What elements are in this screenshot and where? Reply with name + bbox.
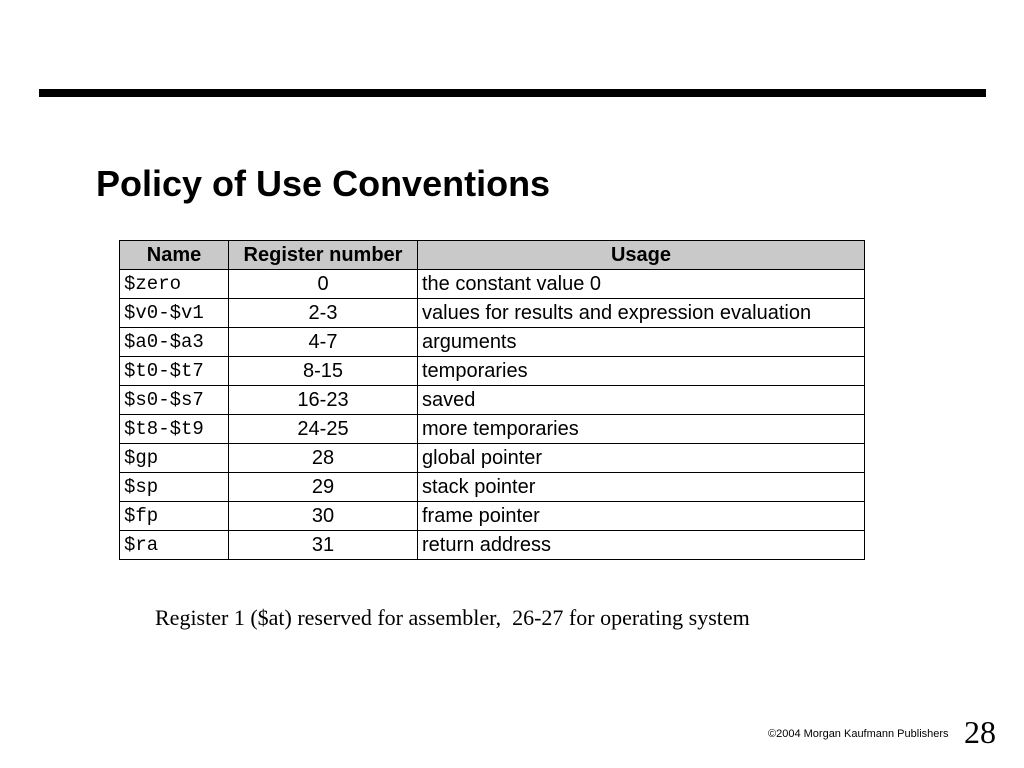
table-row (120, 502, 865, 531)
table-row (120, 328, 865, 357)
register-name: $t8-$t9 (120, 415, 229, 444)
table-row (120, 444, 865, 473)
register-usage: values for results and expression evaluation (418, 299, 865, 328)
table-header-row (120, 241, 865, 270)
register-number: 28 (229, 444, 418, 473)
register-usage: stack pointer (418, 473, 865, 502)
copyright-text: ©2004 Morgan Kaufmann Publishers (768, 728, 949, 740)
register-number: 30 (229, 502, 418, 531)
table-row (120, 299, 865, 328)
register-number: 16-23 (229, 386, 418, 415)
register-name: $v0-$v1 (120, 299, 229, 328)
register-number: 24-25 (229, 415, 418, 444)
register-usage: frame pointer (418, 502, 865, 531)
table-row (120, 415, 865, 444)
register-number: 0 (229, 270, 418, 299)
header-name: Name (120, 241, 229, 270)
register-name: $a0-$a3 (120, 328, 229, 357)
register-name: $t0-$t7 (120, 357, 229, 386)
register-name: $ra (120, 531, 229, 560)
register-usage: the constant value 0 (418, 270, 865, 299)
table-row (120, 270, 865, 299)
register-usage: arguments (418, 328, 865, 357)
register-usage: return address (418, 531, 865, 560)
header-usage: Usage (418, 241, 865, 270)
register-name: $gp (120, 444, 229, 473)
register-name: $zero (120, 270, 229, 299)
register-usage: more temporaries (418, 415, 865, 444)
register-usage: global pointer (418, 444, 865, 473)
table-row (120, 357, 865, 386)
slide-title: Policy of Use Conventions (96, 163, 551, 204)
footnote-text: Register 1 ($at) reserved for assembler, 26-27 for operating system (155, 605, 750, 630)
register-number: 29 (229, 473, 418, 502)
register-name: $fp (120, 502, 229, 531)
register-number: 2-3 (229, 299, 418, 328)
register-number: 31 (229, 531, 418, 560)
register-name: $s0-$s7 (120, 386, 229, 415)
register-name: $sp (120, 473, 229, 502)
table-row (120, 531, 865, 560)
top-rule (39, 89, 986, 97)
table-row (120, 473, 865, 502)
register-usage: temporaries (418, 357, 865, 386)
register-table (119, 240, 865, 560)
table-row (120, 386, 865, 415)
register-number: 4-7 (229, 328, 418, 357)
page-number: 28 (964, 714, 996, 750)
header-register-number: Register number (229, 241, 418, 270)
register-number: 8-15 (229, 357, 418, 386)
register-usage: saved (418, 386, 865, 415)
